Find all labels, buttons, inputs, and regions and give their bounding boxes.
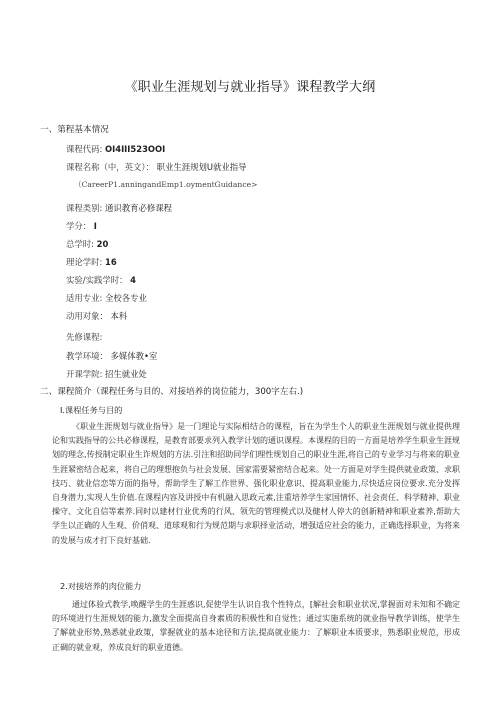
category-label: 课程类别: <box>66 203 103 213</box>
target-value: 本科 <box>110 311 128 321</box>
target-row <box>66 310 127 322</box>
major-label: 适用专业: <box>66 293 103 303</box>
paragraph-position-ability: 通过体验式教学,唤醒学生的生涯惑识,促使学生认识自我个性特点，[解社会和职业状况,掌握面对未知和不确定的环境进行生涯规划的能力,激发全面提高自身素质的积极性和自觉性；通过实施系统的就业指导教学训练，使学生了解就业形势,熟悉就业政策，掌握就业的基本途径和方法,提高就业能力：了解职业本质要求，熟悉职业规范，形成正碉的就业观，养成良好的职业道德。 <box>52 600 460 652</box>
environment-label: 教学环境： <box>66 351 108 361</box>
course-code-row <box>66 143 165 155</box>
environment-value: 多媒体教•室 <box>110 351 158 361</box>
prereq-label: 先修课程: <box>66 332 103 342</box>
practice-hours-label: 实验/实践学时： <box>66 275 128 285</box>
total-hours-value: 20 <box>96 239 109 249</box>
theory-hours-row <box>66 256 117 268</box>
total-hours-row <box>66 238 108 250</box>
college-row <box>66 368 147 380</box>
prereq-row <box>66 331 102 343</box>
practice-hours-row <box>66 274 136 286</box>
course-name-english: （CareerP1.anningandEmp1.oymentGuidance> <box>74 180 258 189</box>
category-value: 通识教育必修课程 <box>105 203 172 213</box>
course-code-label: 课程代码: <box>66 144 103 154</box>
document-title: 《职业生涯规划与就业指导》课程教学大纲 <box>124 80 376 95</box>
credits-label: 学分： <box>66 221 92 231</box>
practice-hours-value: 4 <box>130 275 136 285</box>
course-name-label: 课程名称（中，英文）： <box>66 162 154 172</box>
course-name-row <box>66 161 247 173</box>
college-value: 招生就业处 <box>105 369 147 379</box>
major-row <box>66 292 147 304</box>
major-value: 全校各专业 <box>105 293 147 303</box>
subsection2-heading: 2.对接培养的肉位能力 <box>60 581 142 591</box>
course-name-value: 职业生涯规划U就业指导 <box>156 162 247 172</box>
environment-row <box>66 350 157 362</box>
college-label: 开课学院: <box>66 369 103 379</box>
theory-hours-value: 16 <box>105 257 117 267</box>
section2-heading: 二、课程简介（课程任务与目的、对接培养的岗位能力，300字左右.) <box>40 387 304 397</box>
target-label: 动用对象： <box>66 311 108 321</box>
category-row <box>66 202 172 214</box>
credits-value: I <box>93 221 97 231</box>
section1-heading: 一、第程基本情况 <box>40 125 109 135</box>
theory-hours-label: 理论学时: <box>66 257 103 267</box>
subsection1-heading: I.课程任务与目的 <box>60 405 123 415</box>
course-code-value: OI4III523OOI <box>105 144 166 154</box>
total-hours-label: 总学时: <box>66 239 94 249</box>
paragraph-task-purpose: 《职业生涯规划与就业指导》是一门理论与实际相结合的课程，旨在为学生个人的职业生涯规划与就业提供理论和实践指导的公共必修课程，是教育部要求列入教学计划的通识课程。本课程的目的一方面是培养学生职业生涯规划的理念,传授制定职业生诈规划的方法.引注和招助同学们理性规划自己的职业生涯,将自己的专业学习与将来的职业生涯紧密结合起来，将自己的理想抱负与社会发展、国家需要紧密结合起来。处一方面是对学生提供就业政策、求职技巧、就业信恋等方面的指导，帮助学生了解工作世界、强化职业意识、提高职业能力,尽快适应岗位要求.充分发挥自身潜力,实现人生价值.在课程内容及讲授中有机融入思政元素,注重培养学生家国情怀、社会责任、科学精神、职业操守、文化自信等素养.同时以建材行业优秀的行风、领先的管理模式以及健材人停大的创新精神和职业素养,帮助大学生以正确的人生观、价俏观、道球观和行为规范期与求职择业活动，增强适应社会的能力，正确选择职业，为将来的发展与成才打下良好基础. <box>52 422 460 545</box>
credits-row <box>66 220 97 232</box>
